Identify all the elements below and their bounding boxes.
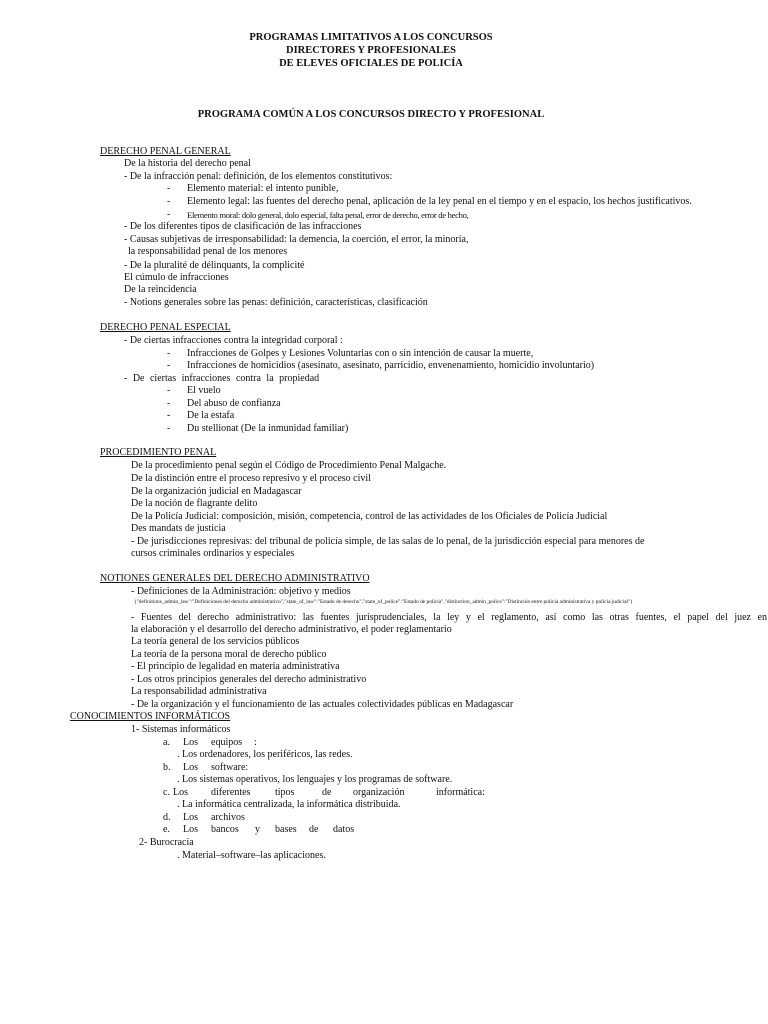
list-item: De la organización judicial en Madagascar	[131, 486, 302, 497]
list-word: de	[309, 824, 319, 835]
document-title-line-3: DE ELEVES OFICIALES DE POLICÍA	[279, 58, 463, 69]
bullet-dash: -	[167, 410, 171, 421]
list-marker: a.	[163, 737, 170, 748]
bullet-dash: -	[167, 423, 171, 434]
document-title-line-1: PROGRAMAS LIMITATIVOS A LOS CONCURSOS	[249, 32, 493, 43]
list-item: El cúmulo de infracciones	[124, 272, 229, 283]
list-item: La teoría general de los servicios públicos	[131, 636, 300, 647]
list-item: De la Policía Judicial: composición, misión, competencia, control de las actividades de los Oficiales de Policía Judicial	[131, 511, 608, 522]
list-item: - De la organización y el funcionamiento de las actuales colectividades públicas en Madagascar	[131, 699, 514, 710]
list-item: - De ciertas infracciones contra la propiedad	[124, 373, 320, 384]
list-item: Des mandats de justicia	[131, 523, 226, 534]
bullet-dash: -	[167, 348, 171, 359]
list-item: - Los otros principios generales del derecho administrativo	[131, 674, 367, 685]
list-item: . Material–software–las aplicaciones.	[177, 850, 326, 861]
bullet-dash: -	[167, 385, 171, 396]
list-word: Los	[173, 787, 188, 798]
list-word: informática:	[436, 787, 485, 798]
list-word: y	[255, 824, 260, 835]
list-word: software:	[211, 762, 249, 773]
list-item: De la procedimiento penal según el Código de Procedimiento Penal Malgache.	[131, 460, 447, 471]
list-word: organización	[353, 787, 405, 798]
list-marker: d.	[163, 812, 171, 823]
list-word: bases	[275, 824, 297, 835]
list-word: Los	[183, 824, 198, 835]
list-word: diferentes	[211, 787, 251, 798]
list-item: - Notions generales sobre las penas: definición, características, clasificación	[124, 297, 428, 308]
list-word: :	[254, 737, 257, 748]
list-marker: e.	[163, 824, 170, 835]
list-item: - Causas subjetivas de irresponsabilidad: la demencia, la coerción, el error, la minoría,	[124, 234, 469, 245]
list-word: equipos	[211, 737, 243, 748]
list-item: . La informática centralizada, la informática distribuida.	[177, 799, 401, 810]
list-item: De la reincidencia	[124, 284, 197, 295]
list-item: Elemento moral: dolo general, dolo especial, falta penal, error de derecho, error de hecho,	[187, 210, 469, 220]
list-item: - De jurisdicciones represivas: del tribunal de policía simple, de las salas de lo penal, de la jurisdicción especial para menores de	[131, 536, 645, 547]
bullet-dash: -	[167, 209, 171, 220]
section-heading-penal-general: DERECHO PENAL GENERAL	[100, 146, 231, 157]
list-marker: b.	[163, 762, 171, 773]
document-title-line-2: DIRECTORES Y PROFESIONALES	[286, 45, 456, 56]
list-word: archivos	[211, 812, 245, 823]
section-heading-procedimiento: PROCEDIMIENTO PENAL	[100, 447, 217, 458]
list-item: 2- Burocracia	[139, 837, 194, 848]
list-item: 1- Sistemas informáticos	[131, 724, 231, 735]
list-item: - Fuentes del derecho administrativo: las fuentes jurisprudenciales, la ley y el reglamento, así como las otras fuentes, el papel del juez en	[131, 612, 767, 623]
document-subtitle: PROGRAMA COMÚN A LOS CONCURSOS DIRECTO Y PROFESIONAL	[197, 109, 545, 120]
list-item: El vuelo	[187, 385, 221, 396]
list-item: - Definiciones de la Administración: objetivo y medios	[131, 586, 351, 597]
list-word: bancos	[211, 824, 239, 835]
list-item: La teoría de la persona moral de derecho público	[131, 649, 327, 660]
embedded-json-text: {"definitions_admin_law":"Definiciones del derecho administrativo","state_of_law":"Estado de derecho","state_of_police":"Estado de policía","distinction_admin_police":"Distinción entre policía administrativa y policía judicial"}	[134, 599, 633, 605]
list-item: De la historia del derecho penal	[124, 158, 251, 169]
section-heading-informatica: CONOCIMIENTOS INFORMÁTICOS	[70, 711, 231, 722]
list-item: la elaboración y el desarrollo del derecho administrativo, el poder reglamentario	[131, 624, 452, 635]
list-item: - De la pluralité de délinquants, la complicité	[124, 260, 305, 271]
list-word: Los	[183, 762, 198, 773]
list-item: De la estafa	[187, 410, 235, 421]
list-item: - El principio de legalidad en materia administrativa	[131, 661, 340, 672]
list-item: Infracciones de Golpes y Lesiones Voluntarias con o sin intención de causar la muerte,	[187, 348, 534, 359]
bullet-dash: -	[167, 196, 171, 207]
list-item: cursos criminales ordinarios y especiales	[131, 548, 295, 559]
list-word: datos	[333, 824, 355, 835]
list-item: Elemento material: el intento punible,	[187, 183, 339, 194]
list-marker: c.	[163, 787, 170, 798]
list-word: Los	[183, 812, 198, 823]
bullet-dash: -	[167, 398, 171, 409]
list-word: de	[322, 787, 332, 798]
list-item: De la distinción entre el proceso represivo y el proceso civil	[131, 473, 371, 484]
list-item: Du stellionat (De la inmunidad familiar)	[187, 423, 349, 434]
list-word: tipos	[275, 787, 295, 798]
bullet-dash: -	[167, 360, 171, 371]
section-heading-administrativo: NOTIONES GENERALES DEL DERECHO ADMINISTRATIVO	[100, 573, 370, 584]
list-item: - De los diferentes tipos de clasificación de las infracciones	[124, 221, 362, 232]
list-item: Del abuso de confianza	[187, 398, 281, 409]
list-item: - De la infracción penal: definición, de los elementos constitutivos:	[124, 171, 393, 182]
list-word: Los	[183, 737, 198, 748]
list-item: Infracciones de homicidios (asesinato, asesinato, parricidio, envenenamiento, homicidio involuntario)	[187, 360, 595, 371]
list-item: la responsabilidad penal de los menores	[128, 246, 288, 257]
list-item: . Los ordenadores, los periféricos, las redes.	[177, 749, 353, 760]
list-item: De la noción de flagrante delito	[131, 498, 258, 509]
list-item: . Los sistemas operativos, los lenguajes y los programas de software.	[177, 774, 453, 785]
list-item: La responsabilidad administrativa	[131, 686, 267, 697]
list-item: Elemento legal: las fuentes del derecho penal, aplicación de la ley penal en el tiempo y en el espacio, los hechos justificativos.	[187, 196, 692, 207]
list-item: - De ciertas infracciones contra la integridad corporal :	[124, 335, 343, 346]
bullet-dash: -	[167, 183, 171, 194]
section-heading-penal-especial: DERECHO PENAL ESPECIAL	[100, 322, 231, 333]
